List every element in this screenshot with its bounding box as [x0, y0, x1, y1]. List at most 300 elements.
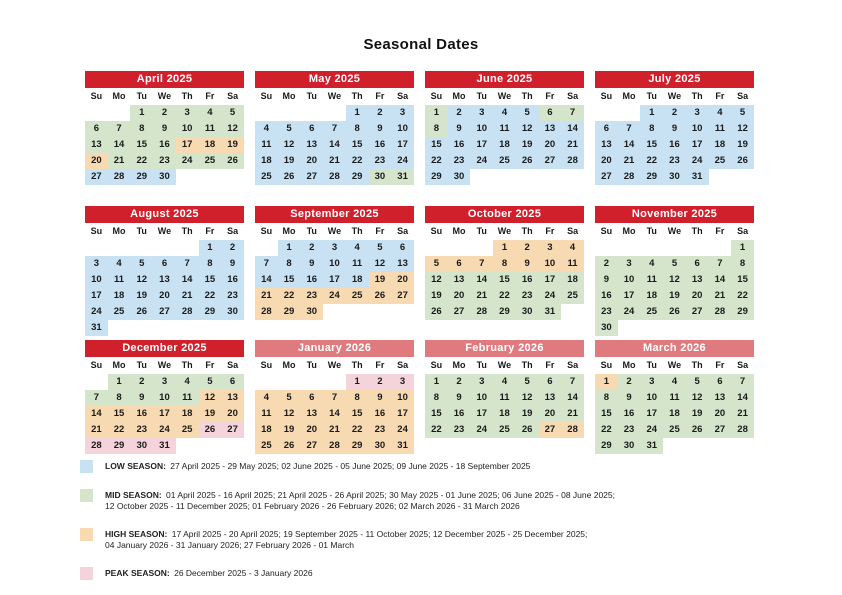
week-row: [255, 374, 414, 390]
legend-swatch-peak: [80, 567, 93, 580]
day-cell: 1: [425, 374, 448, 390]
week-row: [595, 256, 754, 272]
day-cell: 18: [709, 137, 732, 153]
day-cell: 16: [448, 137, 471, 153]
day-cell: 4: [493, 374, 516, 390]
weekday-row: [255, 223, 414, 240]
day-cell: 19: [516, 137, 539, 153]
day-cell: 6: [153, 256, 176, 272]
day-cell: 5: [731, 105, 754, 121]
weekday-label: Tu: [646, 226, 657, 236]
week-row: [255, 422, 414, 438]
day-cell: 24: [176, 153, 199, 169]
day-cell: 31: [539, 304, 562, 320]
month-june-2025: [425, 71, 584, 185]
empty-cell: [663, 320, 686, 336]
day-cell: 19: [516, 406, 539, 422]
week-row: [85, 438, 244, 454]
day-cell: 8: [108, 390, 131, 406]
day-cell: 28: [255, 304, 278, 320]
day-cell: 12: [199, 390, 222, 406]
day-cell: 16: [516, 272, 539, 288]
empty-cell: [85, 105, 108, 121]
day-cell: 14: [255, 272, 278, 288]
day-cell: 23: [369, 153, 392, 169]
weekday-label: Tu: [136, 360, 147, 370]
empty-cell: [255, 240, 278, 256]
day-cell: 22: [493, 288, 516, 304]
day-cell: 25: [640, 304, 663, 320]
week-row: [425, 390, 584, 406]
day-cell: 5: [278, 121, 301, 137]
week-row: [595, 422, 754, 438]
legend-text-mid: [105, 490, 615, 512]
day-cell: 27: [686, 304, 709, 320]
week-row: [255, 406, 414, 422]
day-cell: 29: [346, 438, 369, 454]
calendar-grid: [85, 71, 754, 454]
day-cell: 8: [493, 256, 516, 272]
day-cell: 2: [221, 240, 244, 256]
day-cell: 23: [369, 422, 392, 438]
week-row: [85, 374, 244, 390]
day-cell: 6: [539, 374, 562, 390]
day-cell: 31: [640, 438, 663, 454]
day-cell: 7: [731, 374, 754, 390]
empty-cell: [278, 374, 301, 390]
empty-cell: [199, 438, 222, 454]
empty-cell: [278, 105, 301, 121]
day-cell: 13: [448, 272, 471, 288]
weekday-label: Mo: [112, 226, 126, 236]
day-cell: 9: [663, 121, 686, 137]
weekday-label: Th: [691, 226, 703, 236]
day-cell: 1: [346, 105, 369, 121]
empty-cell: [561, 169, 584, 185]
day-cell: 28: [618, 169, 641, 185]
empty-cell: [448, 240, 471, 256]
empty-cell: [108, 105, 131, 121]
day-cell: 30: [130, 438, 153, 454]
day-cell: 21: [561, 406, 584, 422]
day-cell: 23: [618, 422, 641, 438]
day-cell: 12: [130, 272, 153, 288]
week-row: [85, 153, 244, 169]
day-cell: 29: [425, 169, 448, 185]
day-cell: 27: [221, 422, 244, 438]
weekday-label: Fr: [375, 226, 385, 236]
day-cell: 2: [448, 105, 471, 121]
day-cell: 24: [686, 153, 709, 169]
day-cell: 17: [153, 406, 176, 422]
day-cell: 16: [448, 406, 471, 422]
day-cell: 5: [130, 256, 153, 272]
day-cell: 9: [153, 121, 176, 137]
day-cell: 14: [470, 272, 493, 288]
week-row: [255, 121, 414, 137]
day-cell: 25: [255, 438, 278, 454]
month-january-2026: [255, 340, 414, 454]
weekday-label: Sa: [397, 226, 409, 236]
day-cell: 7: [561, 374, 584, 390]
day-cell: 24: [85, 304, 108, 320]
empty-cell: [731, 320, 754, 336]
day-cell: 15: [493, 272, 516, 288]
day-cell: 28: [470, 304, 493, 320]
day-cell: 26: [686, 422, 709, 438]
day-cell: 3: [470, 374, 493, 390]
day-cell: 31: [391, 438, 414, 454]
weekday-label: Mo: [282, 226, 296, 236]
week-row: [425, 288, 584, 304]
day-cell: 14: [561, 390, 584, 406]
day-cell: 20: [153, 288, 176, 304]
weekday-label: Sa: [227, 226, 239, 236]
day-cell: 3: [686, 105, 709, 121]
legend-swatch-low: [80, 460, 93, 473]
empty-cell: [108, 320, 131, 336]
day-cell: 3: [176, 105, 199, 121]
weekday-label: Sa: [397, 360, 409, 370]
week-row: [595, 438, 754, 454]
weekday-row: [425, 357, 584, 374]
day-cell: 14: [108, 137, 131, 153]
day-cell: 23: [448, 153, 471, 169]
day-cell: 10: [539, 256, 562, 272]
day-cell: 22: [425, 153, 448, 169]
day-cell: 23: [663, 153, 686, 169]
day-cell: 3: [153, 374, 176, 390]
empty-cell: [686, 320, 709, 336]
day-cell: 23: [595, 304, 618, 320]
day-cell: 30: [448, 169, 471, 185]
weekday-label: Mo: [112, 360, 126, 370]
day-cell: 25: [663, 422, 686, 438]
empty-cell: [346, 304, 369, 320]
week-row: [425, 105, 584, 121]
month-august-2025: [85, 206, 244, 336]
weekday-label: Tu: [476, 226, 487, 236]
month-title-may-2025: May 2025: [255, 71, 414, 88]
day-cell: 9: [221, 256, 244, 272]
day-cell: 14: [323, 137, 346, 153]
day-cell: 24: [618, 304, 641, 320]
day-cell: 13: [391, 256, 414, 272]
day-cell: 3: [640, 374, 663, 390]
day-cell: 11: [709, 121, 732, 137]
empty-cell: [686, 240, 709, 256]
day-cell: 1: [346, 374, 369, 390]
day-cell: 12: [278, 406, 301, 422]
legend-swatch-mid: [80, 489, 93, 502]
day-cell: 11: [255, 137, 278, 153]
day-cell: 21: [255, 288, 278, 304]
day-cell: 21: [323, 422, 346, 438]
week-row: [595, 320, 754, 336]
day-cell: 23: [516, 288, 539, 304]
day-cell: 18: [663, 406, 686, 422]
day-cell: 6: [300, 390, 323, 406]
legend-dates-peak: 26 December 2025 - 3 January 2026: [174, 568, 313, 578]
day-cell: 26: [369, 288, 392, 304]
day-cell: 10: [470, 121, 493, 137]
weekday-label: We: [157, 91, 172, 101]
weekday-label: Th: [691, 91, 703, 101]
week-row: [255, 169, 414, 185]
day-cell: 30: [663, 169, 686, 185]
day-cell: 18: [493, 406, 516, 422]
empty-cell: [300, 105, 323, 121]
day-cell: 2: [516, 240, 539, 256]
day-cell: 1: [199, 240, 222, 256]
day-cell: 11: [176, 390, 199, 406]
day-cell: 16: [618, 406, 641, 422]
day-cell: 17: [176, 137, 199, 153]
day-cell: 19: [686, 406, 709, 422]
day-cell: 14: [85, 406, 108, 422]
day-cell: 14: [323, 406, 346, 422]
weekday-label: Fr: [205, 360, 215, 370]
day-cell: 14: [561, 121, 584, 137]
day-cell: 5: [686, 374, 709, 390]
day-cell: 13: [300, 406, 323, 422]
empty-cell: [595, 105, 618, 121]
weekday-label: Sa: [227, 91, 239, 101]
month-title-january-2026: January 2026: [255, 340, 414, 357]
day-cell: 9: [369, 121, 392, 137]
week-row: [425, 153, 584, 169]
weekday-label: Th: [351, 91, 363, 101]
day-cell: 24: [153, 422, 176, 438]
day-cell: 28: [561, 153, 584, 169]
empty-cell: [470, 169, 493, 185]
weekday-label: Fr: [545, 91, 555, 101]
day-cell: 8: [595, 390, 618, 406]
legend-dates-low: 27 April 2025 - 29 May 2025; 02 June 2025 - 05 June 2025; 09 June 2025 - 18 September 2025: [170, 461, 531, 471]
weekday-label: Tu: [476, 91, 487, 101]
weekday-label: Th: [351, 360, 363, 370]
day-cell: 14: [618, 137, 641, 153]
day-cell: 21: [709, 288, 732, 304]
week-row: [595, 288, 754, 304]
day-cell: 22: [731, 288, 754, 304]
day-cell: 30: [221, 304, 244, 320]
day-cell: 1: [493, 240, 516, 256]
weekday-label: We: [327, 91, 342, 101]
day-cell: 22: [346, 422, 369, 438]
day-cell: 16: [369, 137, 392, 153]
day-cell: 6: [221, 374, 244, 390]
day-cell: 2: [595, 256, 618, 272]
day-cell: 15: [425, 137, 448, 153]
day-cell: 13: [539, 390, 562, 406]
weekday-label: Tu: [136, 91, 147, 101]
day-cell: 16: [300, 272, 323, 288]
day-cell: 4: [108, 256, 131, 272]
day-cell: 26: [425, 304, 448, 320]
week-row: [255, 256, 414, 272]
day-cell: 17: [323, 272, 346, 288]
day-cell: 28: [323, 169, 346, 185]
day-cell: 20: [221, 406, 244, 422]
day-cell: 19: [130, 288, 153, 304]
day-cell: 28: [323, 438, 346, 454]
day-cell: 10: [391, 390, 414, 406]
weekday-label: Th: [181, 91, 193, 101]
weekday-label: Fr: [375, 91, 385, 101]
day-cell: 27: [300, 438, 323, 454]
day-cell: 29: [278, 304, 301, 320]
empty-cell: [221, 320, 244, 336]
weekday-row: [255, 357, 414, 374]
day-cell: 5: [516, 374, 539, 390]
page-title: Seasonal Dates: [363, 36, 479, 53]
empty-cell: [153, 240, 176, 256]
day-cell: 4: [663, 374, 686, 390]
day-cell: 25: [493, 153, 516, 169]
month-title-july-2025: July 2025: [595, 71, 754, 88]
day-cell: 7: [323, 390, 346, 406]
weekday-label: Th: [181, 226, 193, 236]
empty-cell: [153, 320, 176, 336]
day-cell: 12: [516, 121, 539, 137]
day-cell: 6: [85, 121, 108, 137]
weekday-row: [425, 223, 584, 240]
week-row: [255, 390, 414, 406]
week-row: [85, 406, 244, 422]
day-cell: 17: [470, 406, 493, 422]
day-cell: 27: [448, 304, 471, 320]
day-cell: 19: [199, 406, 222, 422]
day-cell: 10: [640, 390, 663, 406]
day-cell: 29: [640, 169, 663, 185]
empty-cell: [369, 304, 392, 320]
day-cell: 21: [85, 422, 108, 438]
empty-cell: [221, 438, 244, 454]
calendar-row-2: [85, 206, 754, 336]
day-cell: 6: [300, 121, 323, 137]
empty-cell: [595, 240, 618, 256]
calendar-row-3: [85, 340, 754, 454]
day-cell: 6: [595, 121, 618, 137]
empty-cell: [425, 240, 448, 256]
day-cell: 18: [640, 288, 663, 304]
month-title-august-2025: August 2025: [85, 206, 244, 223]
day-cell: 25: [176, 422, 199, 438]
day-cell: 4: [709, 105, 732, 121]
day-cell: 13: [300, 137, 323, 153]
day-cell: 23: [221, 288, 244, 304]
week-row: [255, 240, 414, 256]
day-cell: 12: [425, 272, 448, 288]
weekday-label: Th: [181, 360, 193, 370]
day-cell: 22: [130, 153, 153, 169]
day-cell: 8: [130, 121, 153, 137]
weekday-label: Su: [430, 226, 443, 236]
week-row: [595, 169, 754, 185]
month-title-november-2025: November 2025: [595, 206, 754, 223]
week-row: [255, 105, 414, 121]
legend-text-low: [105, 461, 530, 472]
day-cell: 10: [153, 390, 176, 406]
day-cell: 21: [731, 406, 754, 422]
weekday-label: Su: [260, 226, 273, 236]
day-cell: 22: [640, 153, 663, 169]
empty-cell: [618, 105, 641, 121]
weekday-label: Mo: [622, 360, 636, 370]
day-cell: 3: [539, 240, 562, 256]
weekday-label: We: [497, 91, 512, 101]
day-cell: 15: [595, 406, 618, 422]
empty-cell: [323, 304, 346, 320]
day-cell: 7: [85, 390, 108, 406]
calendar-row-1: [85, 71, 754, 185]
day-cell: 22: [346, 153, 369, 169]
day-cell: 11: [493, 390, 516, 406]
day-cell: 17: [539, 272, 562, 288]
day-cell: 11: [255, 406, 278, 422]
day-cell: 18: [255, 422, 278, 438]
weekday-label: Mo: [112, 91, 126, 101]
day-cell: 19: [425, 288, 448, 304]
legend-label-low: LOW SEASON:: [105, 461, 166, 471]
day-cell: 25: [346, 288, 369, 304]
empty-cell: [493, 169, 516, 185]
weekday-label: Tu: [306, 226, 317, 236]
day-cell: 12: [686, 390, 709, 406]
day-cell: 29: [493, 304, 516, 320]
empty-cell: [709, 438, 732, 454]
weekday-label: Fr: [715, 226, 725, 236]
weekday-row: [255, 88, 414, 105]
weekday-label: Sa: [567, 360, 579, 370]
weekday-label: We: [157, 360, 172, 370]
day-cell: 20: [448, 288, 471, 304]
day-cell: 19: [278, 153, 301, 169]
day-cell: 7: [470, 256, 493, 272]
empty-cell: [709, 240, 732, 256]
weekday-label: Fr: [205, 91, 215, 101]
day-cell: 17: [391, 137, 414, 153]
month-september-2025: [255, 206, 414, 320]
empty-cell: [640, 240, 663, 256]
legend-swatch-high: [80, 528, 93, 541]
weekday-label: Fr: [375, 360, 385, 370]
day-cell: 17: [391, 406, 414, 422]
day-cell: 25: [561, 288, 584, 304]
day-cell: 7: [618, 121, 641, 137]
day-cell: 29: [731, 304, 754, 320]
day-cell: 10: [470, 390, 493, 406]
day-cell: 29: [130, 169, 153, 185]
day-cell: 17: [470, 137, 493, 153]
weekday-row: [595, 88, 754, 105]
day-cell: 27: [391, 288, 414, 304]
day-cell: 28: [731, 422, 754, 438]
day-cell: 6: [539, 105, 562, 121]
day-cell: 3: [85, 256, 108, 272]
day-cell: 12: [663, 272, 686, 288]
day-cell: 31: [686, 169, 709, 185]
week-row: [85, 272, 244, 288]
empty-cell: [663, 240, 686, 256]
day-cell: 21: [108, 153, 131, 169]
week-row: [255, 438, 414, 454]
weekday-label: Sa: [737, 91, 749, 101]
day-cell: 5: [663, 256, 686, 272]
day-cell: 25: [199, 153, 222, 169]
weekday-label: Tu: [476, 360, 487, 370]
